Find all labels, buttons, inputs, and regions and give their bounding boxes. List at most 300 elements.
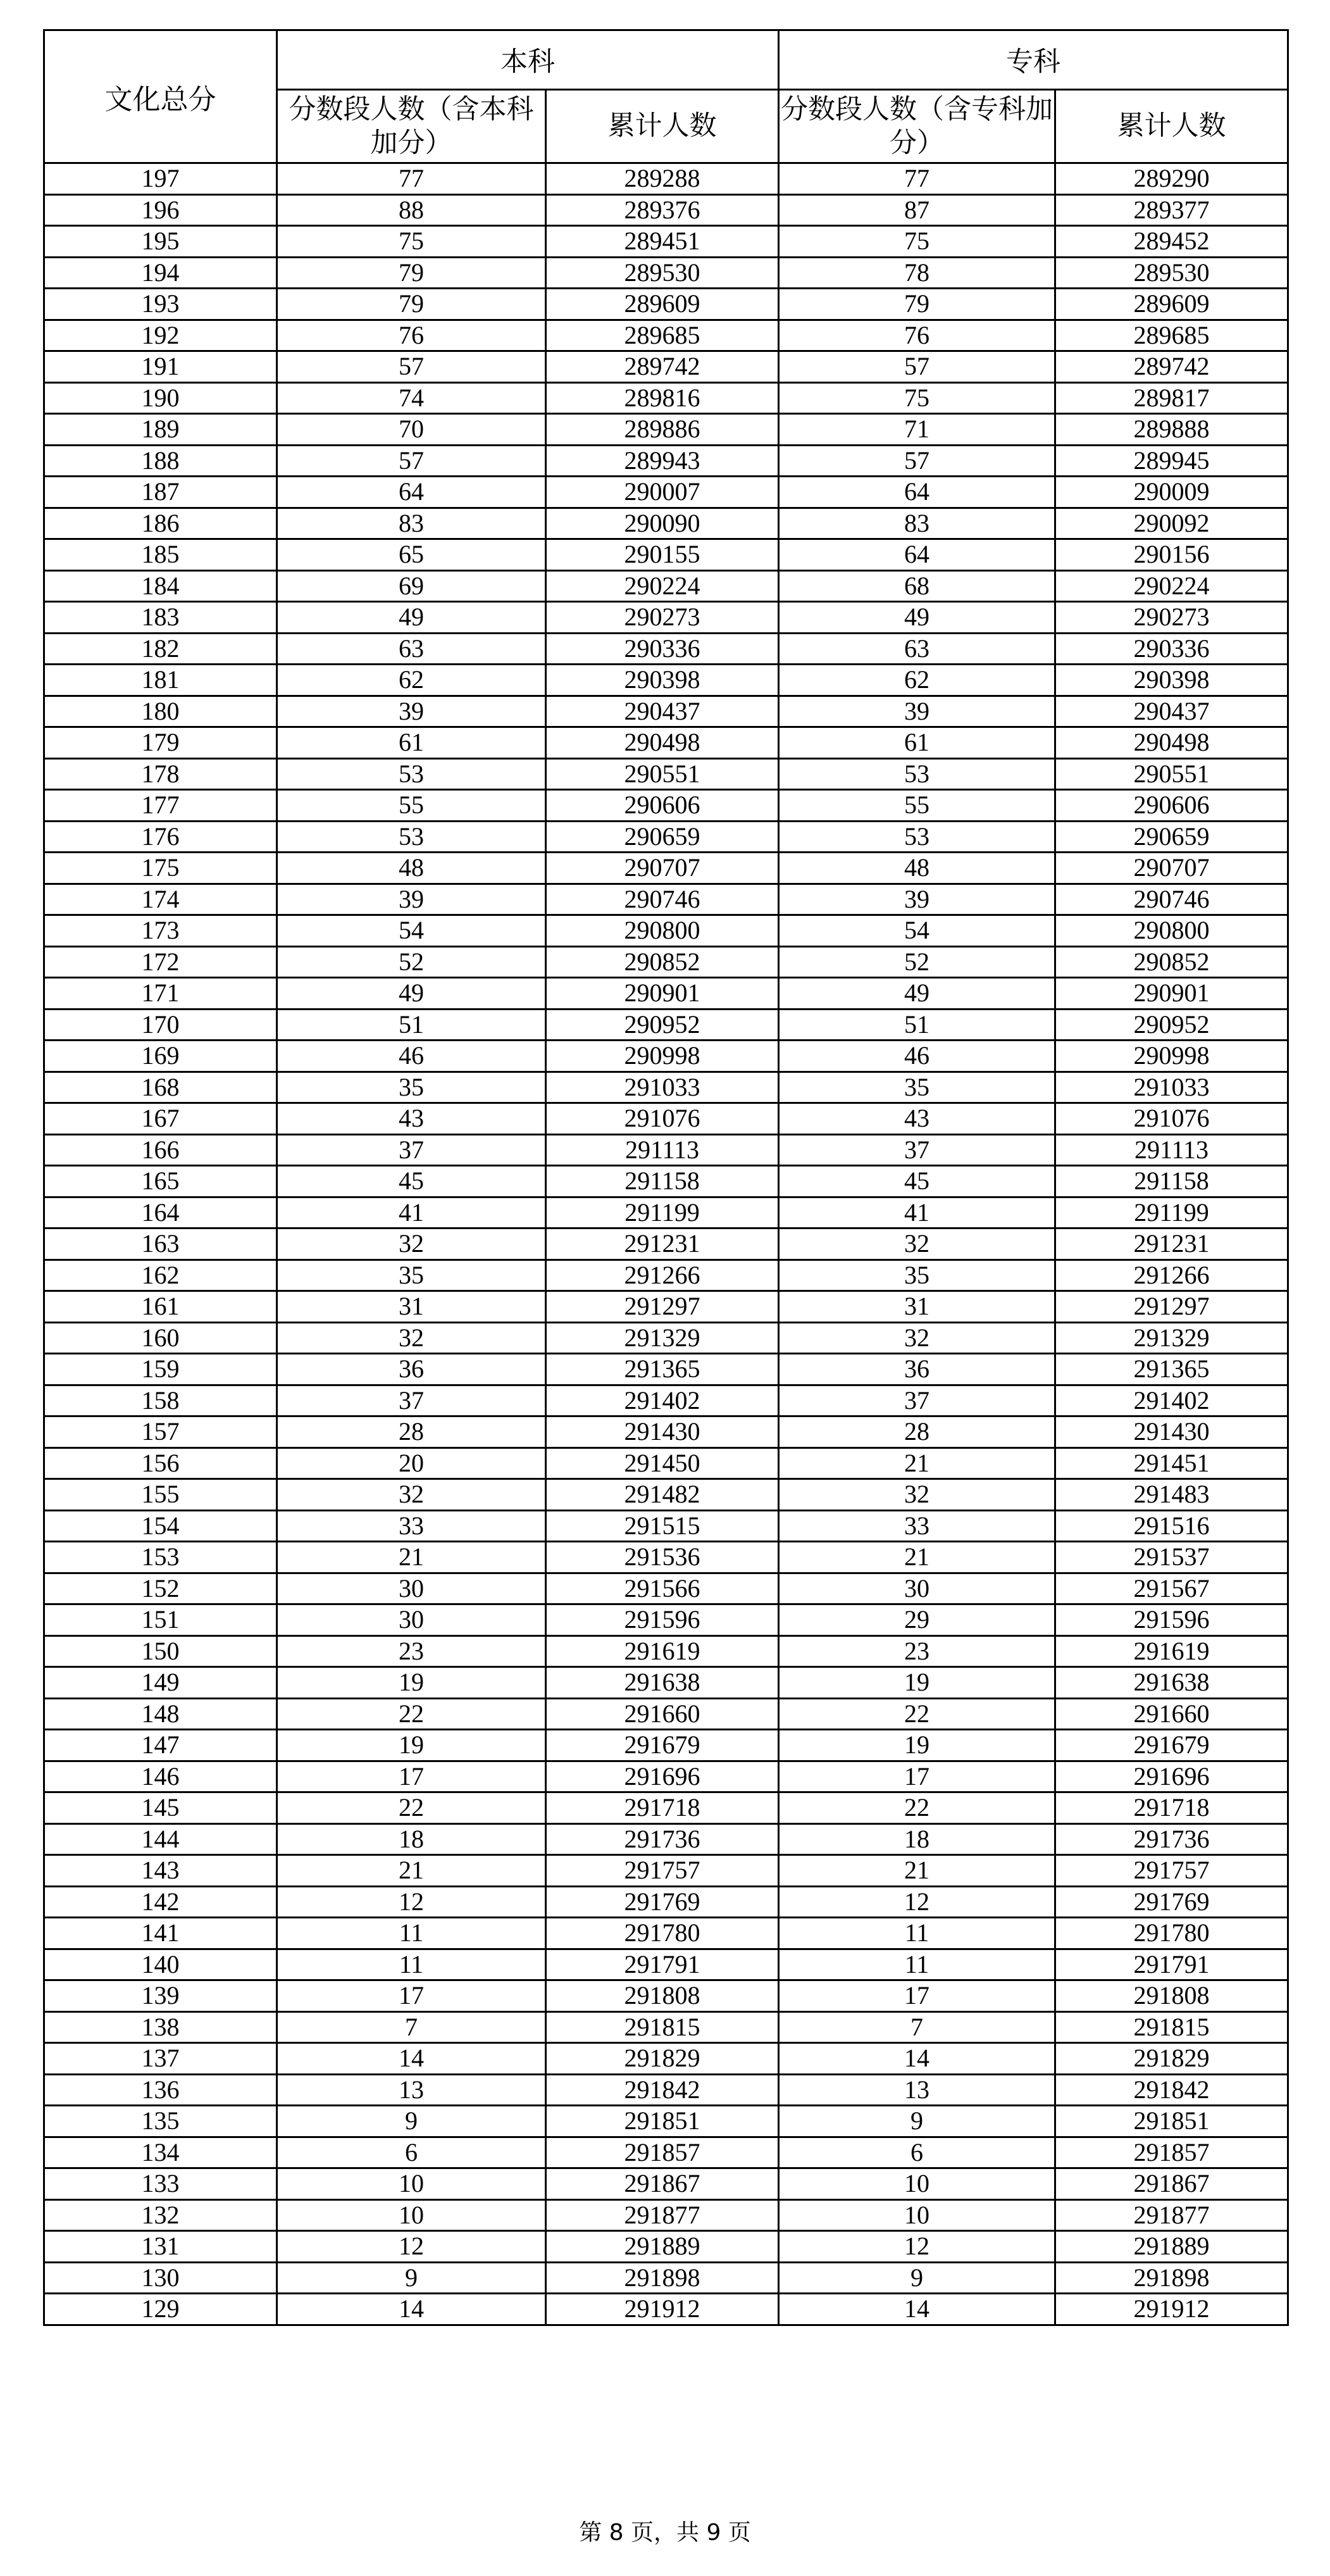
total-score-cell: 143 (44, 1855, 277, 1887)
associate-count-cell: 39 (779, 696, 1055, 727)
bachelor-cumulative-cell: 291696 (546, 1761, 779, 1792)
document-page (43, 29, 1287, 2326)
bachelor-count-cell: 17 (277, 1980, 546, 2012)
total-score-cell: 153 (44, 1542, 277, 1573)
associate-count-cell: 71 (779, 414, 1055, 446)
bachelor-count-cell: 30 (277, 1573, 546, 1604)
total-score-cell: 174 (44, 884, 277, 915)
associate-count-cell: 14 (779, 2043, 1055, 2075)
associate-count-cell: 30 (779, 1573, 1055, 1604)
associate-cumulative-cell: 291791 (1055, 1949, 1288, 1980)
associate-count-cell: 75 (779, 226, 1055, 258)
bachelor-cumulative-cell: 291912 (546, 2294, 779, 2325)
bachelor-count-cell: 61 (277, 727, 546, 759)
associate-cumulative-cell: 289742 (1055, 351, 1288, 383)
total-score-cell: 196 (44, 194, 277, 226)
total-score-cell: 171 (44, 978, 277, 1010)
total-score-cell: 197 (44, 163, 277, 195)
bachelor-cumulative-cell: 291718 (546, 1792, 779, 1824)
associate-cumulative-cell: 290224 (1055, 570, 1288, 602)
associate-count-cell: 14 (779, 2294, 1055, 2325)
table-row (44, 1761, 1288, 1792)
associate-cumulative-cell: 290156 (1055, 539, 1288, 571)
table-row (44, 2199, 1288, 2231)
bachelor-cumulative-cell: 291076 (546, 1103, 779, 1135)
associate-count-cell: 21 (779, 1855, 1055, 1887)
bachelor-count-cell: 10 (277, 2199, 546, 2231)
table-row (44, 946, 1288, 978)
bachelor-cumulative-cell: 291566 (546, 1573, 779, 1604)
total-score-cell: 130 (44, 2262, 277, 2294)
table-row (44, 821, 1288, 853)
total-score-cell: 190 (44, 382, 277, 414)
total-score-cell: 195 (44, 226, 277, 258)
associate-count-cell: 76 (779, 320, 1055, 351)
total-score-cell: 145 (44, 1792, 277, 1824)
bachelor-count-cell: 74 (277, 382, 546, 414)
bachelor-cumulative-cell: 289609 (546, 289, 779, 320)
associate-count-cell: 11 (779, 1949, 1055, 1980)
associate-cumulative-cell: 291158 (1055, 1166, 1288, 1197)
total-score-cell: 132 (44, 2199, 277, 2231)
associate-count-cell: 49 (779, 602, 1055, 634)
table-row (44, 790, 1288, 822)
associate-count-cell: 77 (779, 163, 1055, 195)
total-score-cell: 135 (44, 2106, 277, 2137)
total-score-cell: 164 (44, 1197, 277, 1229)
bachelor-cumulative-cell: 289742 (546, 351, 779, 383)
associate-cumulative-cell: 291596 (1055, 1604, 1288, 1636)
bachelor-cumulative-cell: 291679 (546, 1730, 779, 1761)
total-score-cell: 165 (44, 1166, 277, 1197)
bachelor-cumulative-cell: 291638 (546, 1667, 779, 1699)
bachelor-count-cell: 20 (277, 1447, 546, 1479)
associate-cumulative-cell: 289817 (1055, 382, 1288, 414)
table-row (44, 1635, 1288, 1667)
bachelor-count-cell: 83 (277, 508, 546, 539)
bachelor-count-cell: 23 (277, 1635, 546, 1667)
associate-cumulative-cell: 291231 (1055, 1229, 1288, 1260)
associate-cumulative-cell: 290952 (1055, 1009, 1288, 1041)
associate-cumulative-cell: 290606 (1055, 790, 1288, 822)
associate-cumulative-cell: 290092 (1055, 508, 1288, 539)
total-score-cell: 176 (44, 821, 277, 853)
table-row (44, 1479, 1288, 1511)
associate-cumulative-cell: 291402 (1055, 1385, 1288, 1416)
total-score-cell: 140 (44, 1949, 277, 1980)
associate-cumulative-cell: 291199 (1055, 1197, 1288, 1229)
total-score-cell: 134 (44, 2137, 277, 2168)
total-score-cell: 141 (44, 1918, 277, 1949)
associate-count-cell: 49 (779, 978, 1055, 1010)
associate-cumulative-cell: 291297 (1055, 1291, 1288, 1323)
total-score-cell: 166 (44, 1134, 277, 1166)
associate-count-cell: 57 (779, 351, 1055, 383)
associate-count-cell: 43 (779, 1103, 1055, 1135)
associate-cumulative-header: 累计人数 (1055, 90, 1288, 163)
total-score-cell: 139 (44, 1980, 277, 2012)
total-score-cell: 152 (44, 1573, 277, 1604)
associate-count-cell: 53 (779, 758, 1055, 790)
bachelor-cumulative-cell: 291619 (546, 1635, 779, 1667)
bachelor-count-cell: 77 (277, 163, 546, 195)
bachelor-count-cell: 9 (277, 2106, 546, 2137)
bachelor-count-cell: 57 (277, 351, 546, 383)
bachelor-cumulative-cell: 290498 (546, 727, 779, 759)
bachelor-cumulative-cell: 290273 (546, 602, 779, 634)
associate-count-cell: 23 (779, 1635, 1055, 1667)
table-row (44, 853, 1288, 884)
bachelor-cumulative-cell: 290007 (546, 477, 779, 508)
associate-cumulative-cell: 291780 (1055, 1918, 1288, 1949)
bachelor-cumulative-cell: 290952 (546, 1009, 779, 1041)
table-row (44, 1041, 1288, 1072)
bachelor-count-cell: 11 (277, 1918, 546, 1949)
bachelor-cumulative-cell: 290852 (546, 946, 779, 978)
associate-count-cell: 54 (779, 915, 1055, 947)
associate-count-cell: 6 (779, 2137, 1055, 2168)
associate-cumulative-cell: 291912 (1055, 2294, 1288, 2325)
total-score-cell: 147 (44, 1730, 277, 1761)
bachelor-cumulative-cell: 291113 (546, 1134, 779, 1166)
table-row (44, 226, 1288, 258)
table-row (44, 1949, 1288, 1980)
table-row (44, 758, 1288, 790)
associate-cumulative-cell: 290659 (1055, 821, 1288, 853)
bachelor-cumulative-cell: 290090 (546, 508, 779, 539)
total-score-cell: 193 (44, 289, 277, 320)
associate-cumulative-cell: 290273 (1055, 602, 1288, 634)
bachelor-cumulative-cell: 291736 (546, 1823, 779, 1855)
bachelor-count-header: 分数段人数（含本科加分） (277, 90, 546, 163)
total-score-cell: 158 (44, 1385, 277, 1416)
associate-count-cell: 62 (779, 665, 1055, 696)
associate-count-cell: 22 (779, 1792, 1055, 1824)
table-row (44, 696, 1288, 727)
associate-count-cell: 64 (779, 477, 1055, 508)
bachelor-cumulative-cell: 291842 (546, 2074, 779, 2106)
table-row (44, 2262, 1288, 2294)
table-row (44, 320, 1288, 351)
associate-cumulative-cell: 291329 (1055, 1322, 1288, 1354)
associate-cumulative-cell: 290498 (1055, 727, 1288, 759)
associate-cumulative-cell: 289888 (1055, 414, 1288, 446)
bachelor-cumulative-cell: 290901 (546, 978, 779, 1010)
bachelor-cumulative-cell: 290800 (546, 915, 779, 947)
associate-cumulative-cell: 290746 (1055, 884, 1288, 915)
bachelor-count-cell: 17 (277, 1761, 546, 1792)
total-score-cell: 191 (44, 351, 277, 383)
bachelor-cumulative-cell: 289530 (546, 257, 779, 289)
associate-cumulative-cell: 291842 (1055, 2074, 1288, 2106)
bachelor-count-cell: 49 (277, 602, 546, 634)
table-row (44, 1229, 1288, 1260)
total-score-cell: 178 (44, 758, 277, 790)
bachelor-count-cell: 37 (277, 1385, 546, 1416)
associate-cumulative-cell: 289945 (1055, 445, 1288, 477)
associate-count-cell: 19 (779, 1730, 1055, 1761)
bachelor-cumulative-cell: 291769 (546, 1886, 779, 1918)
associate-group-header: 专科 (779, 30, 1288, 90)
bachelor-count-cell: 21 (277, 1542, 546, 1573)
bachelor-cumulative-cell: 291660 (546, 1698, 779, 1730)
table-row (44, 1134, 1288, 1166)
bachelor-count-cell: 43 (277, 1103, 546, 1135)
bachelor-count-cell: 13 (277, 2074, 546, 2106)
associate-count-cell: 52 (779, 946, 1055, 978)
associate-cumulative-cell: 290009 (1055, 477, 1288, 508)
table-row (44, 1291, 1288, 1323)
associate-cumulative-cell: 291857 (1055, 2137, 1288, 2168)
associate-count-cell: 10 (779, 2199, 1055, 2231)
bachelor-cumulative-cell: 290659 (546, 821, 779, 853)
total-score-cell: 173 (44, 915, 277, 947)
table-row (44, 289, 1288, 320)
associate-count-cell: 36 (779, 1354, 1055, 1385)
associate-cumulative-cell: 291619 (1055, 1635, 1288, 1667)
associate-cumulative-cell: 291266 (1055, 1260, 1288, 1291)
total-score-cell: 168 (44, 1072, 277, 1103)
associate-cumulative-cell: 289530 (1055, 257, 1288, 289)
table-row (44, 915, 1288, 947)
total-score-cell: 163 (44, 1229, 277, 1260)
associate-count-cell: 78 (779, 257, 1055, 289)
total-score-cell: 194 (44, 257, 277, 289)
table-row (44, 1166, 1288, 1197)
associate-count-cell: 39 (779, 884, 1055, 915)
bachelor-cumulative-cell: 290155 (546, 539, 779, 571)
bachelor-cumulative-cell: 291329 (546, 1322, 779, 1354)
associate-count-cell: 32 (779, 1322, 1055, 1354)
associate-count-header: 分数段人数（含专科加分） (779, 90, 1055, 163)
associate-cumulative-cell: 291638 (1055, 1667, 1288, 1699)
bachelor-count-cell: 18 (277, 1823, 546, 1855)
table-row (44, 2231, 1288, 2263)
table-row (44, 1698, 1288, 1730)
table-row (44, 2074, 1288, 2106)
total-score-cell: 185 (44, 539, 277, 571)
associate-cumulative-cell: 291679 (1055, 1730, 1288, 1761)
bachelor-count-cell: 57 (277, 445, 546, 477)
bachelor-count-cell: 69 (277, 570, 546, 602)
bachelor-count-cell: 7 (277, 2011, 546, 2043)
table-row (44, 2168, 1288, 2200)
bachelor-cumulative-cell: 291757 (546, 1855, 779, 1887)
associate-cumulative-cell: 289609 (1055, 289, 1288, 320)
bachelor-cumulative-cell: 291199 (546, 1197, 779, 1229)
associate-cumulative-cell: 290800 (1055, 915, 1288, 947)
associate-count-cell: 21 (779, 1542, 1055, 1573)
bachelor-count-cell: 32 (277, 1322, 546, 1354)
table-row (44, 194, 1288, 226)
associate-count-cell: 9 (779, 2106, 1055, 2137)
bachelor-count-cell: 12 (277, 1886, 546, 1918)
table-row (44, 1260, 1288, 1291)
bachelor-count-cell: 22 (277, 1698, 546, 1730)
table-row (44, 602, 1288, 634)
bachelor-cumulative-cell: 290336 (546, 633, 779, 665)
bachelor-cumulative-cell: 290437 (546, 696, 779, 727)
total-score-cell: 169 (44, 1041, 277, 1072)
associate-count-cell: 37 (779, 1385, 1055, 1416)
table-row (44, 1823, 1288, 1855)
bachelor-count-cell: 33 (277, 1510, 546, 1542)
bachelor-cumulative-cell: 290551 (546, 758, 779, 790)
table-row (44, 414, 1288, 446)
bachelor-count-cell: 62 (277, 665, 546, 696)
table-header (44, 30, 1288, 163)
bachelor-cumulative-header: 累计人数 (546, 90, 779, 163)
table-row (44, 1197, 1288, 1229)
associate-cumulative-cell: 291076 (1055, 1103, 1288, 1135)
bachelor-cumulative-cell: 291231 (546, 1229, 779, 1260)
bachelor-cumulative-cell: 291297 (546, 1291, 779, 1323)
associate-count-cell: 35 (779, 1260, 1055, 1291)
table-row (44, 1855, 1288, 1887)
associate-count-cell: 75 (779, 382, 1055, 414)
total-score-cell: 172 (44, 946, 277, 978)
bachelor-cumulative-cell: 290707 (546, 853, 779, 884)
bachelor-cumulative-cell: 289886 (546, 414, 779, 446)
bachelor-count-cell: 9 (277, 2262, 546, 2294)
bachelor-count-cell: 28 (277, 1416, 546, 1448)
associate-count-cell: 87 (779, 194, 1055, 226)
bachelor-cumulative-cell: 291780 (546, 1918, 779, 1949)
associate-cumulative-cell: 291365 (1055, 1354, 1288, 1385)
bachelor-cumulative-cell: 289376 (546, 194, 779, 226)
total-score-cell: 156 (44, 1447, 277, 1479)
bachelor-count-cell: 65 (277, 539, 546, 571)
table-row (44, 2106, 1288, 2137)
associate-count-cell: 10 (779, 2168, 1055, 2200)
bachelor-cumulative-cell: 291889 (546, 2231, 779, 2263)
bachelor-cumulative-cell: 289451 (546, 226, 779, 258)
associate-cumulative-cell: 291757 (1055, 1855, 1288, 1887)
table-row (44, 1792, 1288, 1824)
associate-count-cell: 37 (779, 1134, 1055, 1166)
score-distribution-table (43, 29, 1289, 2326)
associate-count-cell: 79 (779, 289, 1055, 320)
total-score-cell: 151 (44, 1604, 277, 1636)
associate-cumulative-cell: 291889 (1055, 2231, 1288, 2263)
bachelor-cumulative-cell: 290606 (546, 790, 779, 822)
bachelor-count-cell: 79 (277, 257, 546, 289)
total-score-header: 文化总分 (44, 30, 277, 163)
associate-cumulative-cell: 290398 (1055, 665, 1288, 696)
bachelor-count-cell: 54 (277, 915, 546, 947)
total-score-cell: 157 (44, 1416, 277, 1448)
associate-cumulative-cell: 290707 (1055, 853, 1288, 884)
table-row (44, 1322, 1288, 1354)
table-row (44, 1510, 1288, 1542)
total-score-cell: 129 (44, 2294, 277, 2325)
table-row (44, 1667, 1288, 1699)
bachelor-count-cell: 39 (277, 696, 546, 727)
table-row (44, 1918, 1288, 1949)
table-row (44, 570, 1288, 602)
bachelor-cumulative-cell: 290998 (546, 1041, 779, 1072)
bachelor-cumulative-cell: 291829 (546, 2043, 779, 2075)
table-row (44, 1354, 1288, 1385)
table-row (44, 1573, 1288, 1604)
table-row (44, 1416, 1288, 1448)
associate-count-cell: 29 (779, 1604, 1055, 1636)
bachelor-count-cell: 64 (277, 477, 546, 508)
table-row (44, 445, 1288, 477)
associate-cumulative-cell: 291718 (1055, 1792, 1288, 1824)
total-score-cell: 170 (44, 1009, 277, 1041)
table-row (44, 2294, 1288, 2325)
bachelor-cumulative-cell: 291815 (546, 2011, 779, 2043)
associate-count-cell: 22 (779, 1698, 1055, 1730)
bachelor-cumulative-cell: 291877 (546, 2199, 779, 2231)
bachelor-cumulative-cell: 289943 (546, 445, 779, 477)
associate-count-cell: 33 (779, 1510, 1055, 1542)
table-row (44, 508, 1288, 539)
associate-cumulative-cell: 290551 (1055, 758, 1288, 790)
associate-count-cell: 17 (779, 1761, 1055, 1792)
associate-count-cell: 46 (779, 1041, 1055, 1072)
bachelor-count-cell: 22 (277, 1792, 546, 1824)
associate-count-cell: 32 (779, 1479, 1055, 1511)
bachelor-count-cell: 12 (277, 2231, 546, 2263)
total-score-cell: 138 (44, 2011, 277, 2043)
bachelor-count-cell: 14 (277, 2043, 546, 2075)
associate-cumulative-cell: 289290 (1055, 163, 1288, 195)
table-row (44, 884, 1288, 915)
bachelor-cumulative-cell: 289685 (546, 320, 779, 351)
bachelor-count-cell: 88 (277, 194, 546, 226)
total-score-cell: 181 (44, 665, 277, 696)
associate-count-cell: 45 (779, 1166, 1055, 1197)
table-row (44, 1072, 1288, 1103)
bachelor-count-cell: 55 (277, 790, 546, 822)
table-row (44, 1730, 1288, 1761)
table-row (44, 1604, 1288, 1636)
bachelor-cumulative-cell: 289816 (546, 382, 779, 414)
total-score-cell: 179 (44, 727, 277, 759)
total-score-cell: 162 (44, 1260, 277, 1291)
total-score-cell: 160 (44, 1322, 277, 1354)
bachelor-group-header: 本科 (277, 30, 779, 90)
bachelor-cumulative-cell: 291857 (546, 2137, 779, 2168)
table-row (44, 1385, 1288, 1416)
table-row (44, 1009, 1288, 1041)
associate-count-cell: 12 (779, 1886, 1055, 1918)
bachelor-count-cell: 10 (277, 2168, 546, 2200)
table-row (44, 1886, 1288, 1918)
associate-count-cell: 48 (779, 853, 1055, 884)
associate-cumulative-cell: 290998 (1055, 1041, 1288, 1072)
associate-cumulative-cell: 291483 (1055, 1479, 1288, 1511)
associate-cumulative-cell: 291898 (1055, 2262, 1288, 2294)
associate-count-cell: 41 (779, 1197, 1055, 1229)
total-score-cell: 136 (44, 2074, 277, 2106)
total-score-cell: 150 (44, 1635, 277, 1667)
associate-count-cell: 68 (779, 570, 1055, 602)
associate-cumulative-cell: 291660 (1055, 1698, 1288, 1730)
bachelor-count-cell: 36 (277, 1354, 546, 1385)
associate-count-cell: 9 (779, 2262, 1055, 2294)
total-score-cell: 142 (44, 1886, 277, 1918)
associate-cumulative-cell: 291113 (1055, 1134, 1288, 1166)
bachelor-cumulative-cell: 291808 (546, 1980, 779, 2012)
associate-count-cell: 51 (779, 1009, 1055, 1041)
bachelor-cumulative-cell: 291430 (546, 1416, 779, 1448)
associate-cumulative-cell: 289685 (1055, 320, 1288, 351)
associate-count-cell: 55 (779, 790, 1055, 822)
total-score-cell: 167 (44, 1103, 277, 1135)
